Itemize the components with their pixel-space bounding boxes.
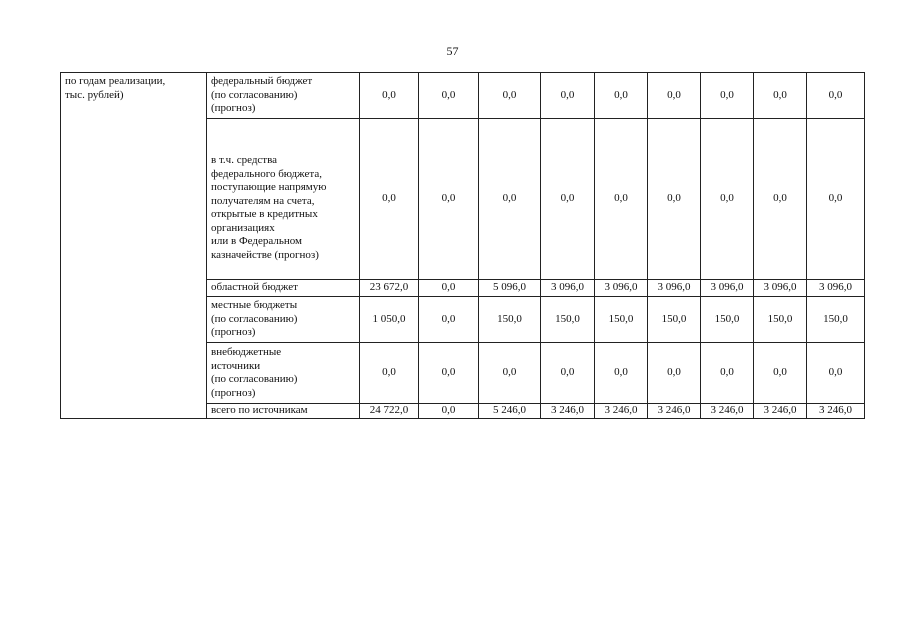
label-line: по годам реализации, [65,75,166,87]
table-row [61,73,865,119]
value-cell: 3 096,0 [701,280,754,297]
funding-source-cell [207,119,360,280]
value-cell: 0,0 [701,119,754,280]
source-line: местные бюджеты [211,299,298,312]
value-cell: 150,0 [595,297,648,343]
source-line: (прогноз) [211,386,256,399]
source-line: внебюджетные [211,346,282,358]
value-cell: 0,0 [648,73,701,119]
funding-source-cell [207,280,360,297]
value-cell: 0,0 [541,119,595,280]
source-line: казначействе (прогноз) [211,248,319,261]
value-cell: 0,0 [360,73,419,119]
value-cell: 3 096,0 [754,280,807,297]
source-line: всего по источникам [211,404,308,416]
value-cell: 150,0 [541,297,595,343]
value-cell: 0,0 [360,119,419,280]
value-cell: 0,0 [807,73,865,119]
value-cell: 0,0 [419,119,479,280]
page-number: 57 [446,44,459,58]
value-cell: 5 096,0 [479,280,541,297]
value-cell: 150,0 [754,297,807,343]
source-line: источники [211,359,261,372]
value-cell: 3 246,0 [595,404,648,419]
budget-table [60,72,865,419]
value-cell: 0,0 [595,343,648,404]
value-cell: 0,0 [479,343,541,404]
table-body [61,73,865,419]
value-cell: 0,0 [807,343,865,404]
funding-source-cell [207,343,360,404]
source-line: (по согласованию) [211,88,298,101]
source-line: (прогноз) [211,326,256,339]
source-line: (прогноз) [211,102,256,115]
value-cell: 3 246,0 [541,404,595,419]
value-cell: 0,0 [648,343,701,404]
value-cell: 150,0 [701,297,754,343]
value-cell: 23 672,0 [360,280,419,297]
source-line: (по согласованию) [211,373,298,385]
source-line: открытые в кредитных [211,208,318,220]
value-cell: 24 722,0 [360,404,419,419]
funding-source-cell [207,404,360,419]
value-cell: 0,0 [419,280,479,297]
value-cell: 3 246,0 [754,404,807,419]
value-cell: 0,0 [541,73,595,119]
value-cell: 1 050,0 [360,297,419,343]
value-cell: 0,0 [360,343,419,404]
value-cell: 0,0 [419,297,479,343]
source-line: (по согласованию) [211,312,298,325]
source-line: или в Федеральном [211,235,302,247]
value-cell: 150,0 [807,297,865,343]
value-cell: 0,0 [419,343,479,404]
value-cell: 0,0 [479,73,541,119]
value-cell: 5 246,0 [479,404,541,419]
value-cell: 0,0 [541,343,595,404]
value-cell: 3 096,0 [595,280,648,297]
source-line: федерального бюджета, [211,167,322,180]
value-cell: 0,0 [595,119,648,280]
source-line: в т.ч. средства [211,154,278,166]
source-line: областной бюджет [211,281,298,294]
funding-source-cell [207,73,360,119]
value-cell: 3 246,0 [807,404,865,419]
value-cell: 0,0 [754,73,807,119]
source-line: федеральный бюджет [211,75,313,88]
value-cell: 0,0 [701,73,754,119]
value-cell: 0,0 [807,119,865,280]
value-cell: 3 246,0 [701,404,754,419]
value-cell: 0,0 [648,119,701,280]
value-cell: 3 096,0 [648,280,701,297]
value-cell: 0,0 [419,404,479,419]
value-cell: 3 096,0 [541,280,595,297]
source-line: получателям на счета, [211,194,315,207]
value-cell: 0,0 [754,119,807,280]
period-label-cell [61,73,207,419]
funding-source-cell [207,297,360,343]
value-cell: 0,0 [754,343,807,404]
value-cell: 0,0 [701,343,754,404]
source-line: организациях [211,221,275,234]
label-line: тыс. рублей) [65,88,124,101]
value-cell: 150,0 [479,297,541,343]
value-cell: 0,0 [479,119,541,280]
value-cell: 150,0 [648,297,701,343]
value-cell: 3 246,0 [648,404,701,419]
source-line: поступающие напрямую [211,181,327,193]
value-cell: 0,0 [595,73,648,119]
value-cell: 3 096,0 [807,280,865,297]
value-cell: 0,0 [419,73,479,119]
